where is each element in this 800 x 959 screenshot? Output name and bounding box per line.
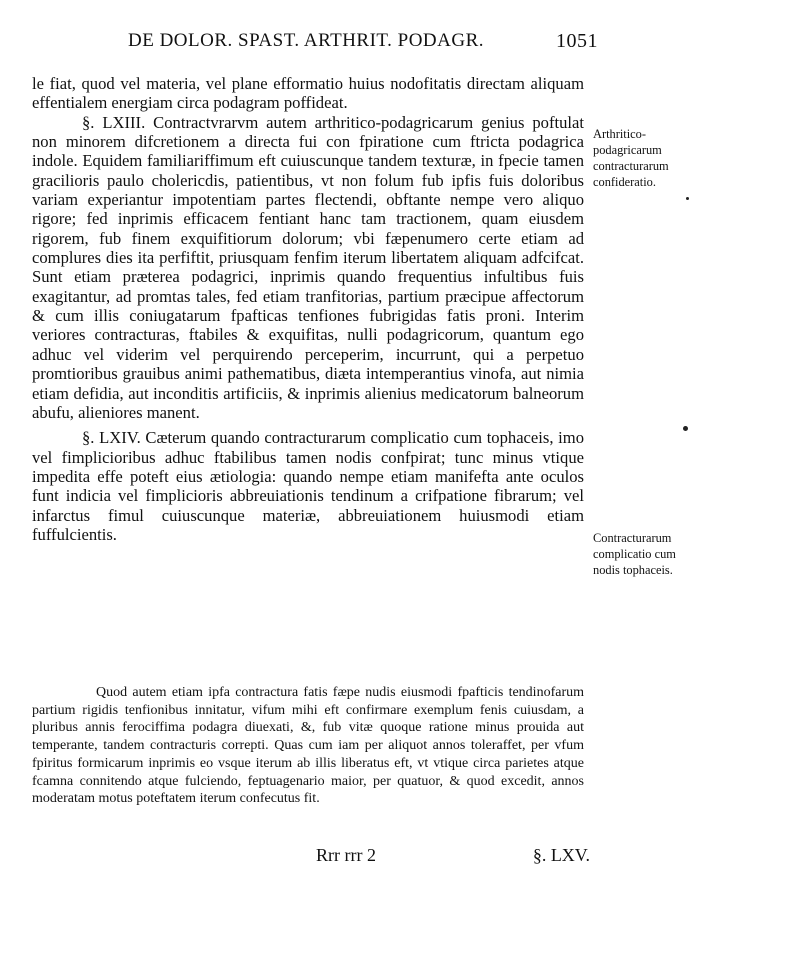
footnote-paragraph: Quod autem etiam ipfa contractura fatis fæpe nudis eiusmodi fpafticis tendinofarum partium rigidis tenfionibus innitatur, vifum mihi eft confirmare exemplum fenis cuiusdam, a pluribus annis ferociffima podagra diuexati, &, fub vitæ quoque ratione minus prouida aut temperante, tandem contracturis correpti. Quas cum iam per aliquot annos toleraffet, per vfum fpiritus formicarum inprimis eo vsque iterum ab illis liberatus eft, vt vtique circa parietes atque fcamna connitendo atque fulciendo, feptuagenario maior, per quatuor, & quod excedit, annos moderatam motus poteftatem iterum confecutus fit. <box>32 685 584 807</box>
margin-note-contracturae: Arthritico-podagricarum contracturarum confideratio. <box>593 127 669 189</box>
footnote-block <box>32 684 584 808</box>
catchword: §. LXV. <box>532 845 590 865</box>
paragraph-section-64: §. LXIV. Cæterum quando contracturarum complicatio cum tophaceis, imo vel fimplicioribus adhuc ftabilibus tamen nodis confpirat; tunc minus vtique impedita effe poteft eius ætiologia: quando nempe etiam manifefta ante oculos funt indicia vel fimplicioris abbreuiationis tendinum a crifpatione fibrarum; vel infarctus fimul cuiuscunque materiæ, abbreuiationem huiusmodi etiam fuffulcientis. <box>32 428 584 544</box>
signature-mark: Rrr rrr 2 <box>316 845 376 865</box>
margin-note-complicatio: Contracturarum complicatio cum nodis tophaceis. <box>593 531 676 577</box>
running-title: DE DOLOR. SPAST. ARTHRIT. PODAGR. <box>128 30 484 51</box>
paragraph-section-63: §. LXIII. Contractvrarvm autem arthritico-podagricarum genius poftulat non minorem difcretionem a directa fui con fpiratione cum ftricta podagrica indole. Equidem familiariffimum eft cuiuscunque tandem texturæ, in fpecie tamen gracilioris paulo cholericdis, patientibus, vt non folum fub ipfis fuis doloribus variam experiantur impotentiam partes flectendi, obftante nempe vero aliquo rigore; fed inprimis efficacem fentiant hanc tam tractionem, quam eiusdem rigorem, fub finem exquifitiorum dolorum; vbi fæpenumero certe etiam ad complures dies ita perfiftit, priusquam fenfim iterum libertatem aliquam adfcifcat. Sunt etiam præterea podagrici, inprimis quando frequentius infultibus fuis exagitantur, ad promtas tales, fed etiam tranfitorias, partium præcipue affectorum & cum illis coniugatarum fpafticas tenfiones fubrigidas fatis proni. Interim veriores contracturas, ftabiles & exquifitas, nulli podagricorum, quantum ego adhuc vel viderim vel perquirendo perceperim, incurrunt, qui a perpetuo promtioribus grauibus animi pathematibus, diæta intemperantius vinofa, aut nimia etiam defidia, aut inconditis artificiis, & inprimis alienius medicatorum balneorum abufu, alieniores manent. <box>32 112 584 422</box>
main-text <box>32 74 584 544</box>
ink-speck <box>686 197 689 200</box>
page-number: 1051 <box>556 30 598 52</box>
ink-speck <box>683 426 688 431</box>
paragraph-continuation: le fiat, quod vel materia, vel plane efformatio huius nodofitatis directam aliquam effentialem energiam circa podagram poffideat. <box>32 74 584 113</box>
